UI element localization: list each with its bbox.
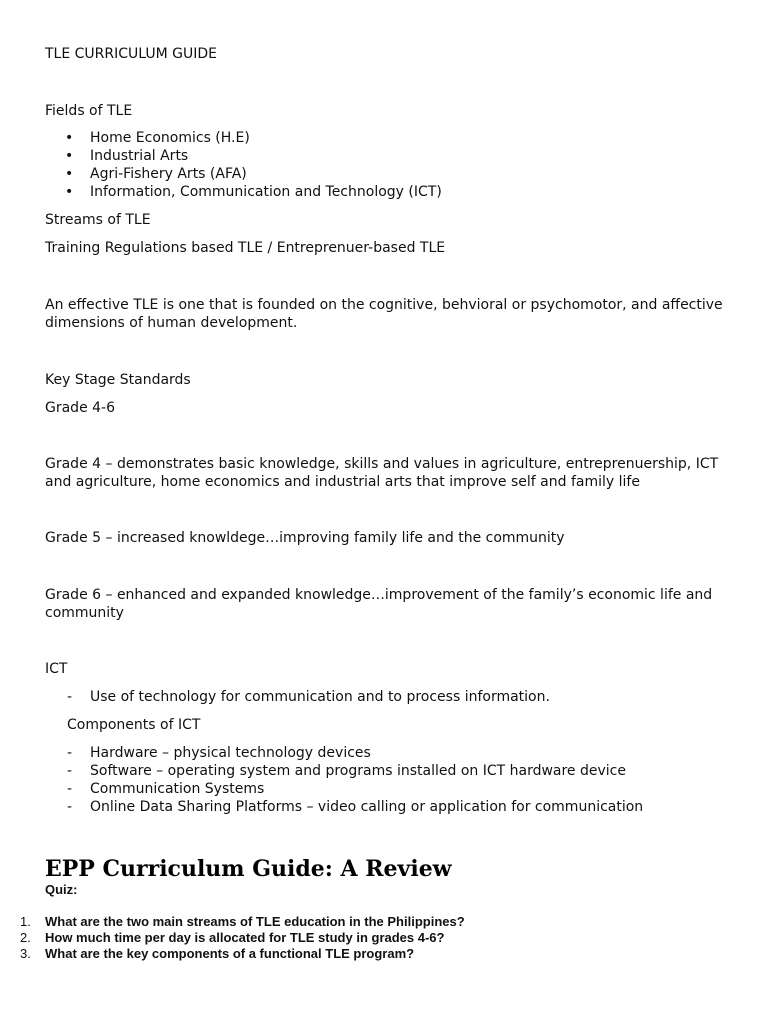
quiz-question: What are the key components of a functional TLE program? <box>45 946 415 961</box>
quiz-item <box>0 930 768 946</box>
component-label: Software – operating system and programs installed on ICT hardware device <box>90 763 626 779</box>
list-item <box>45 183 442 201</box>
quiz-number: 3. <box>20 946 31 961</box>
quiz-question: How much time per day is allocated for TLE study in grades 4-6? <box>45 930 445 945</box>
components-list <box>45 744 643 816</box>
quiz-list <box>0 914 768 962</box>
streams-text: Training Regulations based TLE / Entreprenuer-based TLE <box>45 240 446 256</box>
quiz-item <box>0 914 768 930</box>
bullet-icon: • <box>65 130 74 146</box>
ict-definition: Use of technology for communication and to process information. <box>90 689 550 705</box>
field-label: Industrial Arts <box>90 148 189 164</box>
dash-icon: - <box>67 763 73 779</box>
list-item <box>45 762 643 780</box>
component-label: Hardware – physical technology devices <box>90 745 371 761</box>
field-label: Home Economics (H.E) <box>90 130 250 146</box>
component-label: Communication Systems <box>90 781 265 797</box>
quiz-label: Quiz: <box>45 882 78 897</box>
key-stage-heading: Key Stage Standards <box>45 372 191 388</box>
ict-definition-list <box>45 688 550 706</box>
grade-5-paragraph: Grade 5 – increased knowldege…improving family life and the community <box>45 530 565 546</box>
list-item <box>45 688 550 706</box>
dash-icon: - <box>67 745 73 761</box>
list-item <box>45 798 643 816</box>
dash-icon: - <box>67 781 73 797</box>
bullet-icon: • <box>65 148 74 164</box>
grade-4-paragraph: Grade 4 – demonstrates basic knowledge, skills and values in agriculture, entreprenuership, ICT and agriculture, home economics and industrial arts that improve self and family life <box>45 456 719 490</box>
component-label: Online Data Sharing Platforms – video calling or application for communication <box>90 799 644 815</box>
bullet-icon: • <box>65 166 74 182</box>
streams-heading: Streams of TLE <box>45 212 151 228</box>
list-item <box>45 165 442 183</box>
document-title: TLE CURRICULUM GUIDE <box>45 46 218 62</box>
list-item <box>45 147 442 165</box>
field-label: Information, Communication and Technology (ICT) <box>90 184 442 200</box>
field-label: Agri-Fishery Arts (AFA) <box>90 166 247 182</box>
dash-icon: - <box>67 799 73 815</box>
ict-heading: ICT <box>45 661 68 677</box>
quiz-item <box>0 946 768 962</box>
dash-icon: - <box>67 689 73 705</box>
bullet-icon: • <box>65 184 74 200</box>
fields-heading: Fields of TLE <box>45 103 133 119</box>
quiz-number: 1. <box>20 914 31 929</box>
quiz-question: What are the two main streams of TLE education in the Philippines? <box>45 914 465 929</box>
components-heading: Components of ICT <box>67 717 201 733</box>
list-item <box>45 780 643 798</box>
list-item <box>45 744 643 762</box>
grade-range: Grade 4-6 <box>45 400 115 416</box>
effective-tle-paragraph: An effective TLE is one that is founded on the cognitive, behvioral or psychomotor, and affective dimensions of human development. <box>45 297 723 331</box>
fields-list <box>45 129 442 201</box>
list-item <box>45 129 442 147</box>
grade-6-paragraph: Grade 6 – enhanced and expanded knowledge…improvement of the family’s economic life and community <box>45 587 713 621</box>
quiz-number: 2. <box>20 930 31 945</box>
review-title: EPP Curriculum Guide: A Review <box>45 856 452 882</box>
